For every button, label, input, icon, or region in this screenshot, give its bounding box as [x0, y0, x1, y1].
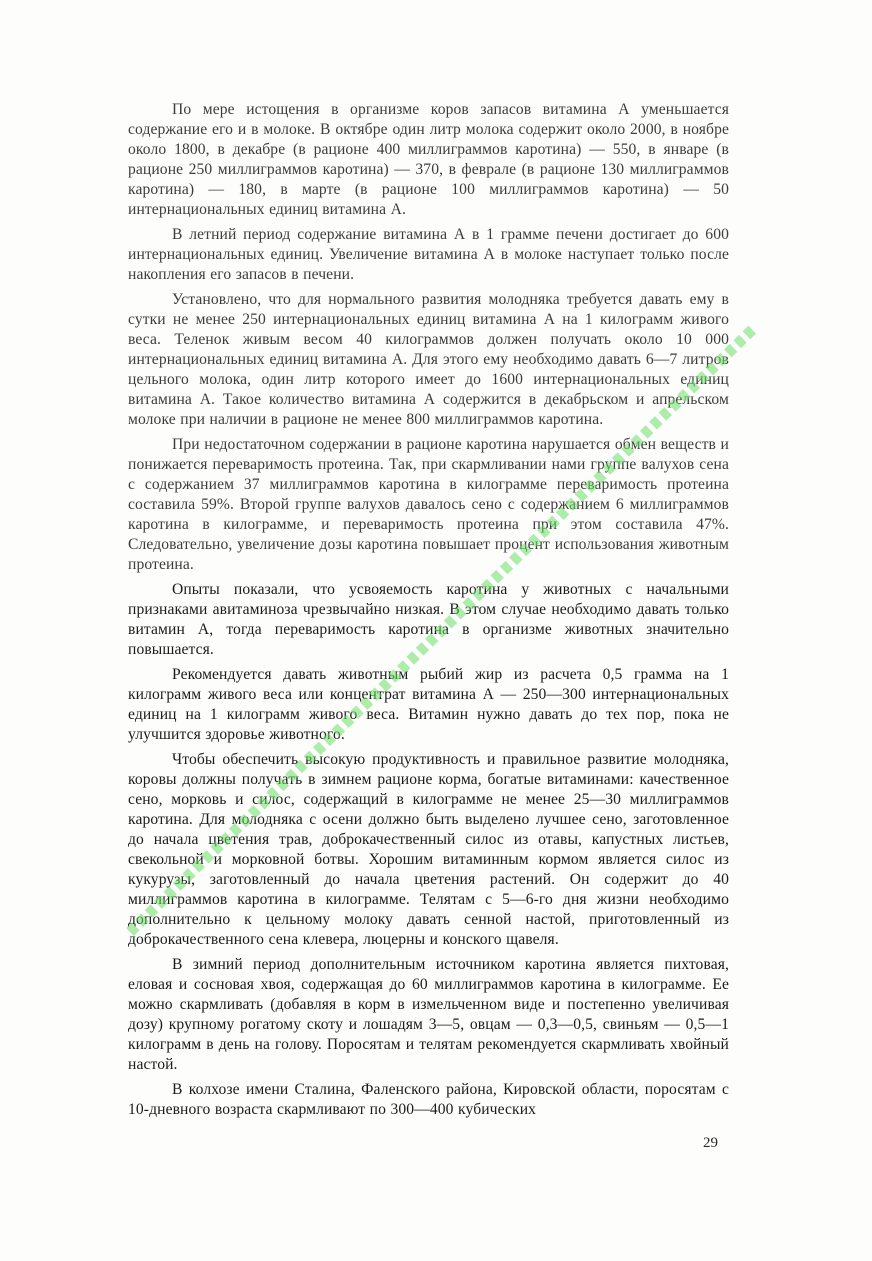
paragraph-7: Чтобы обеспечить высокую продуктивность и правильное развитие молодняка, коровы должны получать в зимнем рационе корма, богатые витаминами: качественное сено, морковь и силос, содержащий в килограмме не менее 25—30 миллиграммов каротина. Для молодняка с осени должно быть выделено лучшее сено, заготовленное до начала цветения трав, доброкачественный силос из отавы, капустных листьев, свекольной и морковной ботвы. Хорошим витаминным кормом является силос из кукурузы, заготовленный до начала цветения растений. Он содержит до 40 миллиграммов каротина в килограмме. Телятам с 5—6-го дня жизни необходимо дополнительно к цельному молоку давать сенной настой, приготовленный из доброкачественного сена клевера, люцерны и конского щавеля. [128, 751, 729, 948]
paragraph-9: В колхозе имени Сталина, Фаленского района, Кировской области, поросятам с 10-дневного возраста скармливают по 300—400 кубических [128, 1081, 729, 1118]
paragraph-5: Опыты показали, что усвояемость каротина у животных с начальными признаками авитаминоза чрезвычайно низкая. В этом случае необходимо давать только витамин А, тогда переваримость каротина в организме животных значительно повышается. [128, 581, 729, 658]
paragraph-2: В летний период содержание витамина А в 1 грамме печени достигает до 600 интернациональных единиц. Увеличение витамина А в молоке наступает только после накопления его запасов в печени. [128, 226, 729, 283]
paragraph-3: Установлено, что для нормального развития молодняка требуется давать ему в сутки не менее 250 интернациональных единиц витамина А на 1 килограмм живого веса. Теленок живым весом 40 килограммов должен получать около 10 000 интернациональных единиц витамина А. Для этого ему необходимо давать 6—7 литров цельного молока, один литр которого имеет до 1600 интернациональных единиц витамина А. Такое количество витамина А содержится в декабрьском и апрельском молоке при наличии в рационе не менее 800 миллиграммов каротина. [128, 291, 729, 428]
paragraph-1: По мере истощения в организме коров запасов витамина А уменьшается содержание его и в молоке. В октябре один литр молока содержит около 2000, в ноябре около 1800, в декабре (в рационе 400 миллиграммов каротина) — 550, в январе (в рационе 250 миллиграммов каротина) — 370, в феврале (в рационе 130 миллиграммов каротина) — 180, в марте (в рационе 100 миллиграммов каротина) — 50 интернациональных единиц витамина А. [128, 101, 729, 218]
paragraph-6: Рекомендуется давать животным рыбий жир из расчета 0,5 грамма на 1 килограмм живого веса или концентрат витамина А — 250—300 интернациональных единиц на 1 килограмм живого веса. Витамин нужно давать до тех пор, пока не улучшится здоровье животного. [128, 666, 729, 743]
page-number: 29 [703, 1135, 718, 1151]
paragraph-8: В зимний период дополнительным источником каротина является пихтовая, еловая и сосновая хвоя, содержащая до 60 миллиграммов каротина в килограмме. Ее можно скармливать (добавляя в корм в измельченном виде и постепенно увеличивая дозу) крупному рогатому скоту и лошадям 3—5, овцам — 0,3—0,5, свиньям — 0,5—1 килограмм в день на голову. Поросятам и телятам рекомендуется скармливать хвойный настой. [128, 956, 729, 1073]
body-text [128, 100, 729, 1122]
paragraph-4: При недостаточном содержании в рационе каротина нарушается обмен веществ и понижается переваримость протеина. Так, при скармливании нами группе валухов сена с содержанием 37 миллиграммов каротина в килограмме переваримость протеина составила 59%. Второй группе валухов давалось сено с содержанием 6 миллиграммов каротина в килограмме, и переваримость протеина при этом составила 47%. Следовательно, увеличение дозы каротина повышает процент использования животным протеина. [128, 436, 729, 573]
